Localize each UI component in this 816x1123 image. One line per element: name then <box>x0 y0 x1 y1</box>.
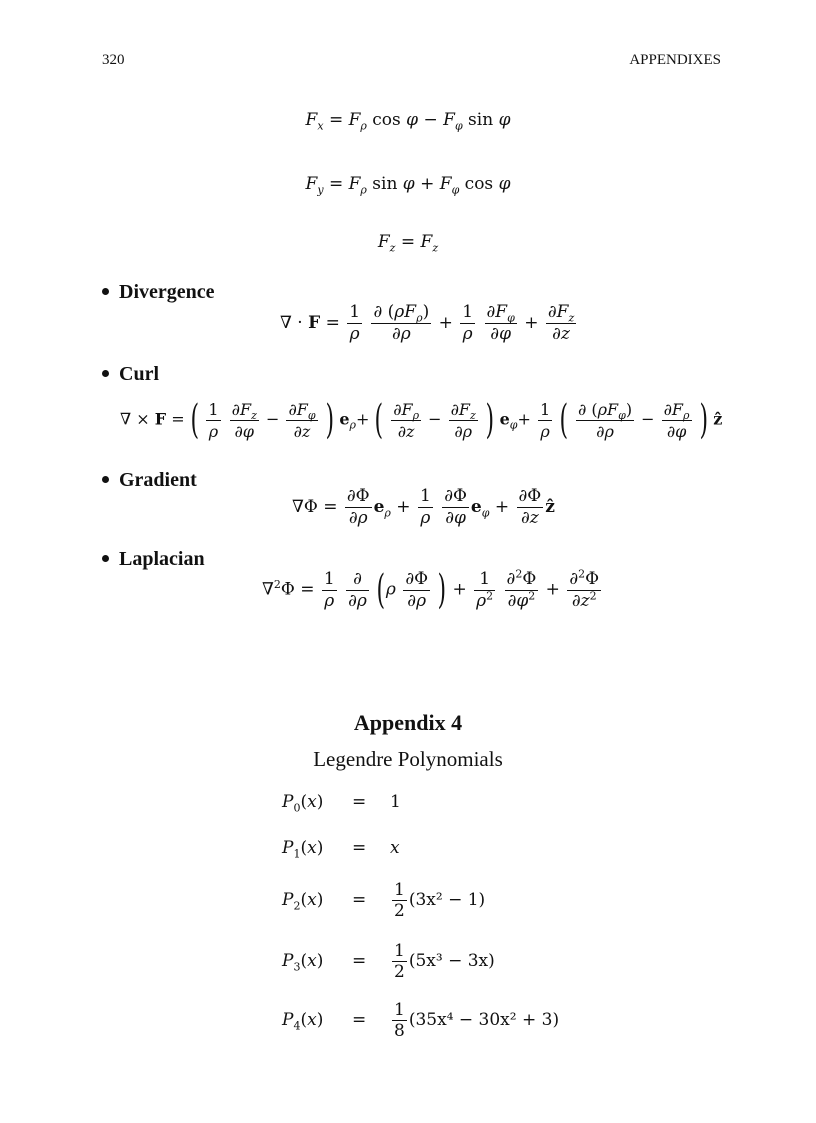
legendre-p2: $P_2(x)$ = $\frac{1}{2}$ (3x² − 1) <box>282 880 486 921</box>
equation-fz: $F_z = F_z$ <box>377 232 439 255</box>
bullet-icon <box>102 288 109 295</box>
equation-gradient: ∇Φ = $\frac{\partial\Phi}{\partial\rho}$ $e_\rho$ + $\frac{1}{\rho}$ $\frac{\partial\Phi}{\partial\varphi}$ $e_\varphi$ + $\frac{\partial\Phi}{\partial z}$ ẑ <box>292 486 555 528</box>
section-curl <box>102 363 159 386</box>
bullet-icon <box>102 555 109 562</box>
page-number: 320 <box>102 52 125 68</box>
legendre-p1: $P_1(x) = x$ <box>282 838 400 861</box>
section-laplacian <box>102 548 205 571</box>
bullet-icon <box>102 476 109 483</box>
running-head: APPENDIXES <box>629 52 721 68</box>
section-gradient <box>102 469 197 492</box>
equation-divergence: ∇ · F = $\frac{1}{\rho}$ $\frac{\partial (\rho F_\rho)}{\partial\rho}$ + $\frac{1}{\rho}$ $\frac{\partial F_\varphi}{\partial\varphi}$ + $\frac{\partial F_z}{\partial z}$ <box>280 302 575 344</box>
legendre-p0: $P_0(x) = 1$ <box>282 792 401 815</box>
bullet-icon <box>102 370 109 377</box>
equation-fy: $F_y = F_\rho$ $\sin \varphi + F_\varphi$ cos φ <box>305 174 511 197</box>
section-divergence <box>102 281 215 304</box>
section-divergence-label: Divergence <box>119 281 215 303</box>
legendre-p4: $P_4(x)$ = $\frac{1}{8}$ (35x⁴ − 30x² + 3) <box>282 1000 560 1041</box>
equation-laplacian: ∇$^2$Φ = $\frac{1}{\rho}$ $\frac{\partial}{\partial\rho}$ (ρ $\frac{\partial\Phi}{\partial\rho}$ ) + $\frac{1}{\rho^2}$ $\frac{\partial^2\Phi}{\partial\varphi^2}$ + $\frac{\partial^2\Phi}{\partial z^2}$ <box>262 566 600 613</box>
appendix-title: Appendix 4 <box>353 710 463 735</box>
appendix-subtitle: Legendre Polynomials <box>313 747 503 771</box>
section-gradient-label: Gradient <box>119 469 197 491</box>
equation-fx: $F_x = F_\rho$ $\cos \varphi - F_\varphi$ sin φ <box>305 110 511 133</box>
legendre-p3: $P_3(x)$ = $\frac{1}{2}$ (5x³ − 3x) <box>282 941 495 982</box>
equation-curl: ∇ × F = ( $\frac{1}{\rho}$ $\frac{\partial F_z}{\partial\varphi}$ − $\frac{\partial F_\varphi}{\partial z}$ ) $e_\rho+$ ( $\frac{\partial F_\rho}{\partial z}$ − $\frac{\partial F_z}{\partial\rho}$ ) $e_\varphi+$ $\frac{1}{\rho}$ ( $\frac{\partial (\rho F_\varphi)}{\partial\rho}$ − $\frac{\partial F_\rho}{\partial\varphi}$ ) ẑ <box>120 397 723 443</box>
section-curl-label: Curl <box>119 363 159 385</box>
section-laplacian-label: Laplacian <box>119 548 205 570</box>
